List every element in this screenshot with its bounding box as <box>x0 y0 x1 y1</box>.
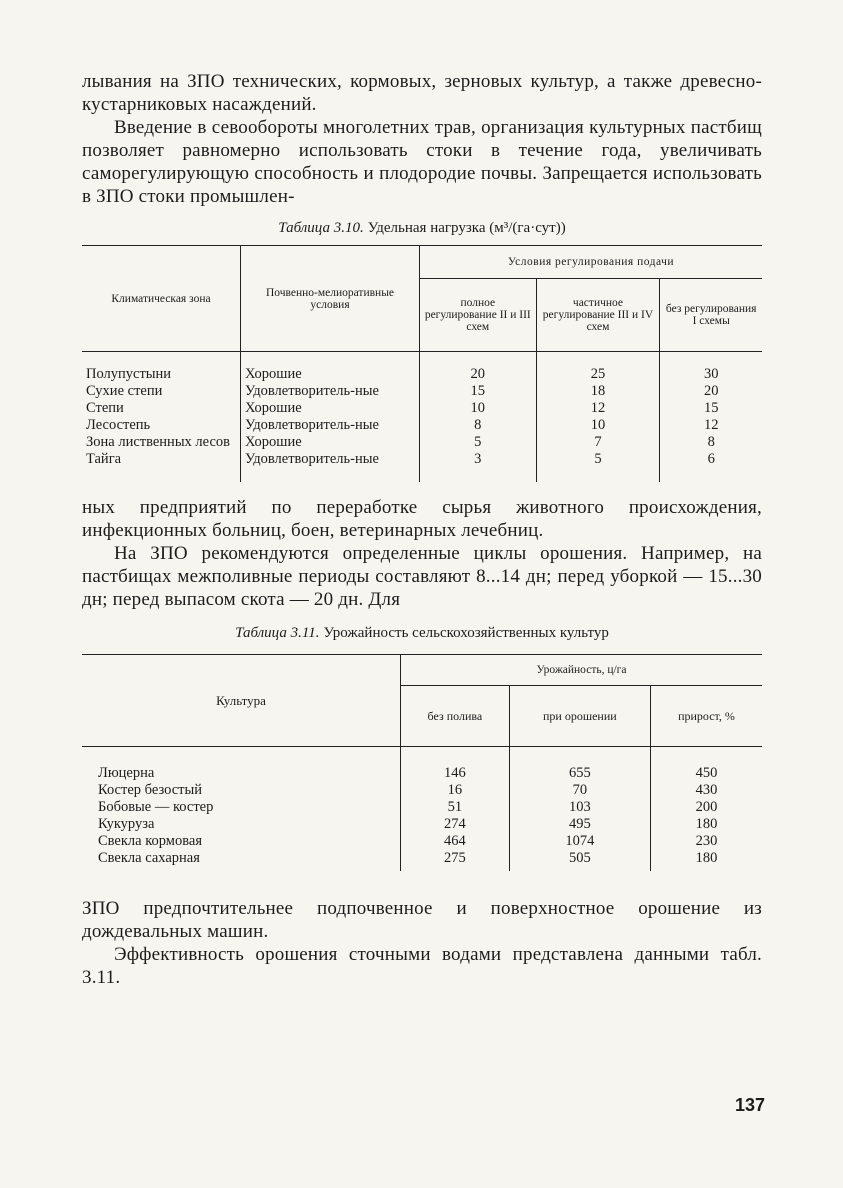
table-311-caption-text: Урожайность сельскохозяйственных культур <box>323 625 609 641</box>
cell-no-regulation: 12 <box>660 417 762 434</box>
table-row <box>82 816 762 833</box>
header-gain: прирост, % <box>650 686 762 747</box>
table-310 <box>82 245 762 482</box>
header-full-regulation: полное регулирование II и III схем <box>420 279 537 352</box>
cell-soil-conditions: Удовлетворитель-ные <box>241 383 420 400</box>
cell-no-regulation: 30 <box>660 352 762 384</box>
cell-soil-conditions: Удовлетворитель-ные <box>241 451 420 482</box>
cell-partial-regulation: 25 <box>536 352 660 384</box>
paragraph: На ЗПО рекомендуются определенные циклы орошения. Например, на пастбищах межполивные периоды составляют 8...14 дн; перед уборкой — 15...30 дн; перед выпасом скота — 20 дн. Для <box>82 543 762 610</box>
table-row <box>82 850 762 871</box>
table-row <box>82 833 762 850</box>
cell-crop: Свекла сахарная <box>98 850 200 866</box>
cell-no-regulation: 8 <box>660 434 762 451</box>
cell-gain: 180 <box>650 850 762 871</box>
cell-full-regulation: 3 <box>420 451 537 482</box>
cell-with-irrigation: 1074 <box>509 833 650 850</box>
cell-with-irrigation: 103 <box>509 799 650 816</box>
cell-full-regulation: 15 <box>420 383 537 400</box>
cell-crop: Свекла кормовая <box>98 833 202 849</box>
header-crop: Культура <box>82 655 401 747</box>
cell-crop: Бобовые — костер <box>98 799 214 815</box>
cell-crop: Кукуруза <box>98 816 155 832</box>
cell-no-regulation: 6 <box>660 451 762 482</box>
paragraph: ных предприятий по переработке сырья животного происхождения, инфекционных больниц, боен, ветеринарных лечебниц. <box>82 497 762 541</box>
cell-crop: Люцерна <box>98 765 155 781</box>
cell-partial-regulation: 10 <box>536 417 660 434</box>
header-no-regulation: без регулирования I схемы <box>660 279 762 352</box>
cell-without-irrigation: 464 <box>401 833 510 850</box>
table-row <box>82 782 762 799</box>
cell-without-irrigation: 16 <box>401 782 510 799</box>
table-row <box>82 451 762 482</box>
header-without-irrigation: без полива <box>401 686 510 747</box>
cell-without-irrigation: 275 <box>401 850 510 871</box>
header-partial-regulation: частичное регулирование III и IV схем <box>536 279 660 352</box>
cell-full-regulation: 10 <box>420 400 537 417</box>
header-climate-zone: Климатическая зона <box>82 246 241 352</box>
header-yield: Урожайность, ц/га <box>401 655 763 686</box>
cell-with-irrigation: 70 <box>509 782 650 799</box>
table-311 <box>82 654 762 871</box>
header-regulation-conditions: Условия регулирования подачи <box>420 246 763 279</box>
cell-without-irrigation: 146 <box>401 747 510 783</box>
cell-with-irrigation: 655 <box>509 747 650 783</box>
cell-gain: 200 <box>650 799 762 816</box>
table-310-body <box>82 352 762 483</box>
table-310-caption-text: Удельная нагрузка (м³/(га·сут)) <box>367 220 566 236</box>
cell-with-irrigation: 505 <box>509 850 650 871</box>
table-row <box>82 417 762 434</box>
cell-partial-regulation: 12 <box>536 400 660 417</box>
page-content <box>82 70 762 989</box>
paragraph: Эффективность орошения сточными водами представлена данными табл. 3.11. <box>82 944 762 988</box>
cell-full-regulation: 8 <box>420 417 537 434</box>
table-310-caption-label: Таблица 3.10. <box>278 220 364 236</box>
table-row <box>82 400 762 417</box>
cell-soil-conditions: Удовлетворитель-ные <box>241 417 420 434</box>
cell-soil-conditions: Хорошие <box>241 434 420 451</box>
header-soil-conditions: Почвенно-мелиоративные условия <box>241 246 420 352</box>
cell-climate-zone: Сухие степи <box>86 383 163 399</box>
table-row <box>82 352 762 384</box>
table-row <box>82 799 762 816</box>
cell-climate-zone: Лесостепь <box>86 417 151 433</box>
cell-full-regulation: 20 <box>420 352 537 384</box>
cell-soil-conditions: Хорошие <box>241 400 420 417</box>
paragraph: ЗПО предпочтительнее подпочвенное и поверхностное орошение из дождевальных машин. <box>82 898 762 942</box>
cell-no-regulation: 20 <box>660 383 762 400</box>
cell-gain: 450 <box>650 747 762 783</box>
cell-climate-zone: Степи <box>86 400 124 416</box>
table-311-caption <box>82 625 762 642</box>
table-311-body <box>82 747 762 872</box>
cell-partial-regulation: 18 <box>536 383 660 400</box>
cell-gain: 230 <box>650 833 762 850</box>
cell-climate-zone: Тайга <box>86 451 122 467</box>
paragraph: Введение в севообороты многолетних трав, организация культурных пастбищ позволяет равномерно использовать стоки в течение года, увеличивать саморегулирующую способность и плодородие почвы. Запрещается использовать в ЗПО стоки промышлен- <box>82 117 762 207</box>
table-row <box>82 434 762 451</box>
table-310-caption <box>82 220 762 237</box>
cell-without-irrigation: 51 <box>401 799 510 816</box>
paragraph: лывания на ЗПО технических, кормовых, зерновых культур, а также древесно-кустарниковых насаждений. <box>82 71 762 115</box>
cell-crop: Костер безостый <box>98 782 202 798</box>
cell-with-irrigation: 495 <box>509 816 650 833</box>
cell-gain: 430 <box>650 782 762 799</box>
table-row <box>82 747 762 783</box>
cell-partial-regulation: 7 <box>536 434 660 451</box>
cell-partial-regulation: 5 <box>536 451 660 482</box>
page-number: 137 <box>734 1095 765 1115</box>
cell-climate-zone: Зона лиственных лесов <box>86 434 231 450</box>
cell-without-irrigation: 274 <box>401 816 510 833</box>
table-311-caption-label: Таблица 3.11. <box>235 625 320 641</box>
cell-soil-conditions: Хорошие <box>241 352 420 384</box>
table-row <box>82 383 762 400</box>
cell-full-regulation: 5 <box>420 434 537 451</box>
cell-gain: 180 <box>650 816 762 833</box>
cell-climate-zone: Полупустыни <box>86 366 172 382</box>
header-with-irrigation: при орошении <box>509 686 650 747</box>
cell-no-regulation: 15 <box>660 400 762 417</box>
